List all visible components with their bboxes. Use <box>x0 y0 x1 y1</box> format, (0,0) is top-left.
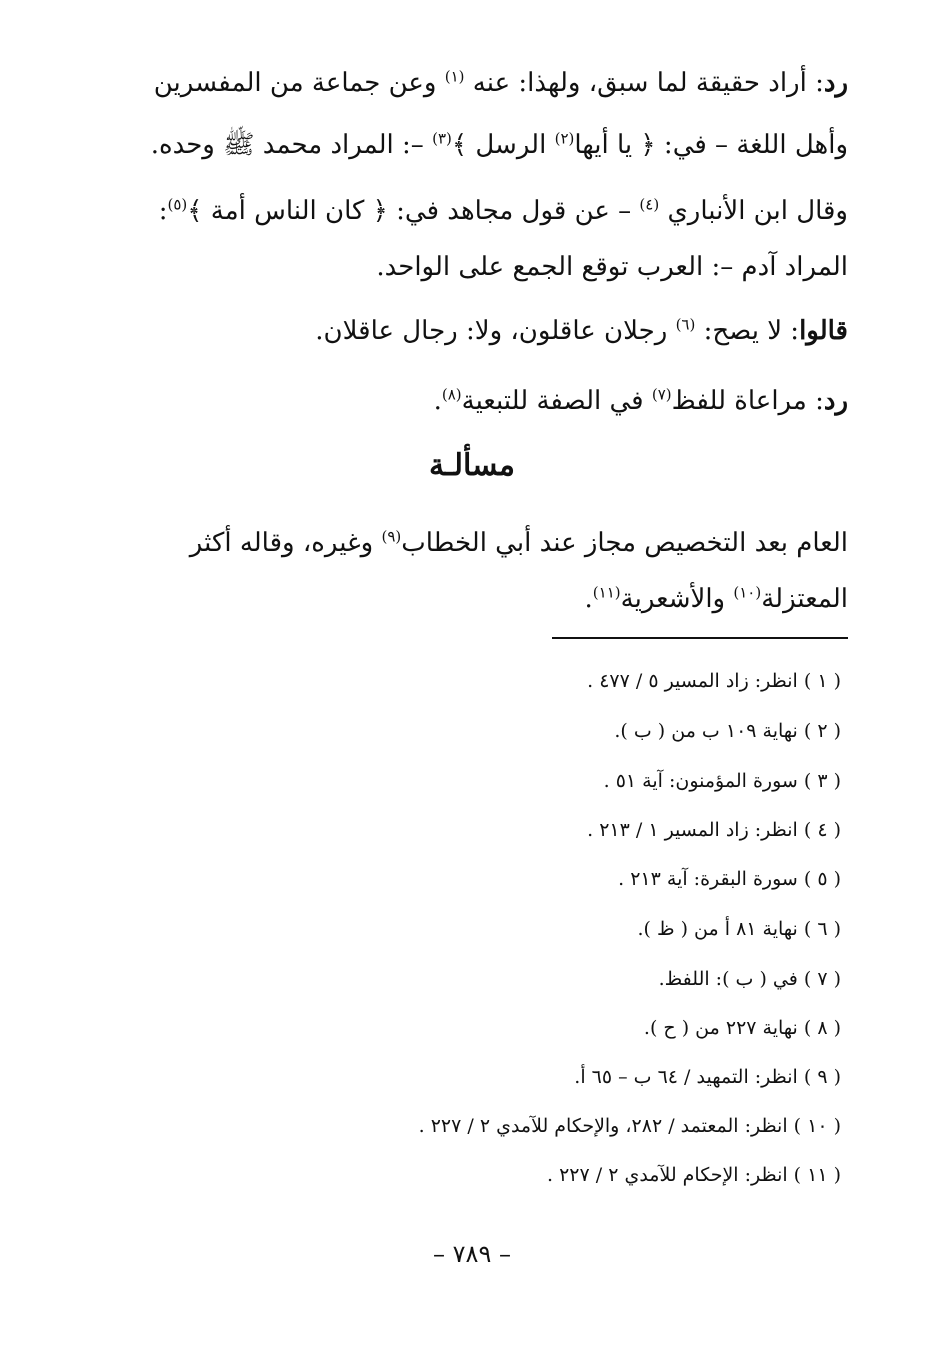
lead-word: رد <box>823 386 848 416</box>
footnote-2: ( ٢ ) نهاية ١٠٩ ب من ( ب ). <box>614 720 841 742</box>
footnote-10: ( ١٠ ) انظر: المعتمد / ٢٨٢، والإحكام للآمدي ٢ / ٢٢٧ . <box>418 1115 841 1137</box>
footnote-ref: (٢) <box>554 129 575 148</box>
footnote-ref: (٤) <box>639 195 660 214</box>
text-span: . <box>584 584 593 614</box>
text-span: وعن جماعة من المفسرين <box>153 68 445 98</box>
footnote-ref: (٨) <box>441 385 462 404</box>
text-span: الرسل ﴾ <box>451 130 555 160</box>
footnote-ref: (٦) <box>675 315 696 334</box>
text-span: : مراعاة للفظ <box>671 386 824 416</box>
footnote-11: ( ١١ ) انظر: الإحكام للآمدي ٢ / ٢٢٧ . <box>547 1164 841 1186</box>
paragraph-3 <box>315 316 848 346</box>
lead-word: قالوا <box>799 316 848 346</box>
footnote-divider <box>552 637 848 639</box>
footnote-5: ( ٥ ) سورة البقرة: آية ٢١٣ . <box>618 868 841 890</box>
paragraph-2-line-2 <box>376 252 848 282</box>
text-span: العام بعد التخصيص مجاز عند أبي الخطاب <box>401 528 848 558</box>
text-span: . <box>433 386 442 416</box>
text-span: – عن قول مجاهد في: ﴿ كان الناس أمة ﴾ <box>187 196 640 226</box>
footnote-ref: (١) <box>444 67 465 86</box>
lead-word: رد <box>823 68 848 98</box>
footnote-ref: (١١) <box>592 583 621 602</box>
footnote-4: ( ٤ ) انظر: زاد المسير ١ / ٢١٣ . <box>587 819 841 841</box>
text-span: : أراد حقيقة لما سبق، ولهذا: عنه <box>464 68 824 98</box>
page-number: – ٧٨٩ – <box>433 1240 511 1268</box>
text-span: وأهل اللغة – في: ﴿ يا أيها <box>574 130 848 160</box>
text-span: المعتزلة <box>761 584 848 614</box>
footnote-ref: (٧) <box>651 385 672 404</box>
paragraph-2-line-1 <box>159 196 848 226</box>
footnote-7: ( ٧ ) في ( ب ): اللفظ. <box>658 968 841 990</box>
footnote-9: ( ٩ ) انظر: التمهيد / ٦٤ ب – ٦٥ أ. <box>574 1066 841 1088</box>
footnote-3: ( ٣ ) سورة المؤمنون: آية ٥١ . <box>603 770 841 792</box>
footnote-8: ( ٨ ) نهاية ٢٢٧ من ( ح ). <box>643 1017 841 1039</box>
text-span: المراد آدم –: العرب توقع الجمع على الواحد. <box>376 252 848 282</box>
text-span: وقال ابن الأنباري <box>659 196 848 226</box>
text-span: في الصفة للتبعية <box>461 386 652 416</box>
paragraph-1-line-1 <box>154 68 848 98</box>
paragraph-5-line-1 <box>190 528 848 558</box>
text-span: رجلان عاقلون، ولا: رجال عاقلان. <box>315 316 676 346</box>
paragraph-1-line-2 <box>151 128 848 166</box>
footnote-ref: (٩) <box>381 527 402 546</box>
text-span: : لا يصح: <box>695 316 800 346</box>
text-span: –: المراد محمد ﷺ وحده. <box>150 130 433 160</box>
text-span: والأشعرية <box>620 584 734 614</box>
text-span: وغيره، وقاله أكثر <box>189 528 382 558</box>
paragraph-5-line-2 <box>585 584 848 614</box>
text-span: : <box>158 196 168 226</box>
footnote-ref: (١٠) <box>733 583 762 602</box>
section-heading: مسألـة <box>429 448 515 483</box>
paragraph-4 <box>434 386 848 416</box>
footnote-ref: (٥) <box>167 195 188 214</box>
footnote-1: ( ١ ) انظر: زاد المسير ٥ / ٤٧٧ . <box>587 670 841 692</box>
footnote-ref: (٣) <box>432 129 452 148</box>
footnote-6: ( ٦ ) نهاية ٨١ أ من ( ظ ). <box>637 918 841 940</box>
